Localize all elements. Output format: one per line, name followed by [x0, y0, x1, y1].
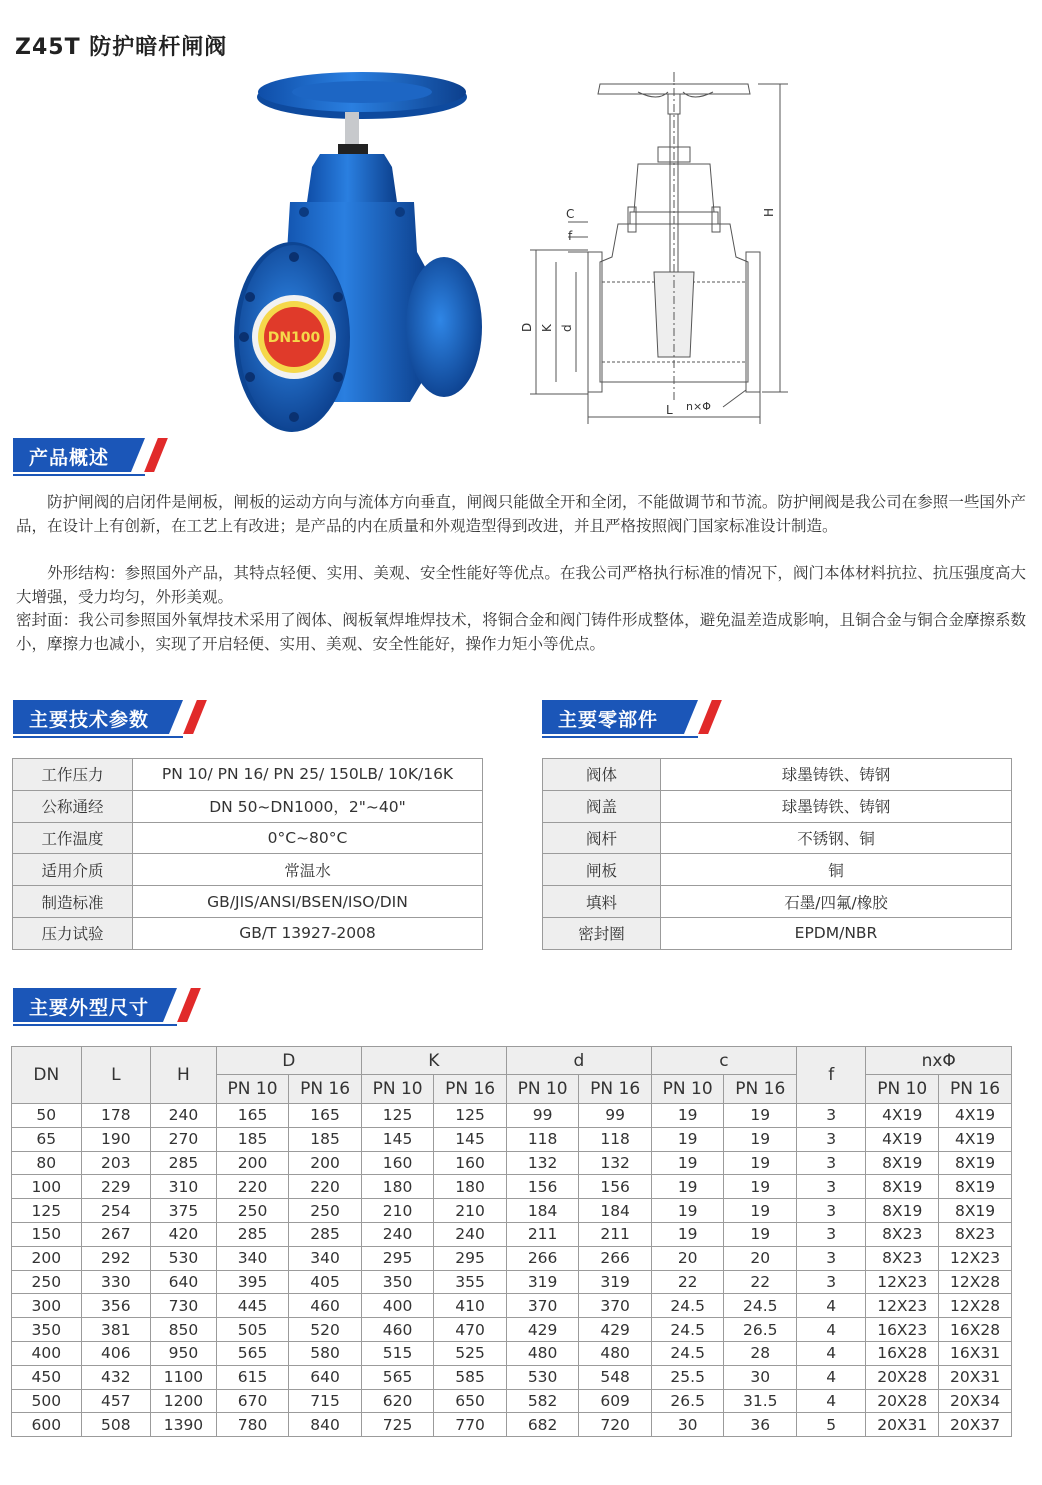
table-cell: 8X19: [866, 1199, 939, 1223]
part-value: 球墨铸铁、铸钢: [661, 759, 1012, 791]
table-cell: 429: [579, 1318, 652, 1342]
section-dims-header: [13, 988, 193, 1024]
plate-text: DN100: [267, 330, 321, 346]
table-cell: 4X19: [866, 1104, 939, 1128]
table-cell: 180: [361, 1175, 434, 1199]
params-table: [12, 758, 483, 950]
table-cell: 530: [506, 1365, 579, 1389]
table-cell: 292: [81, 1246, 151, 1270]
table-row: [12, 1318, 1012, 1342]
col-header-k: K: [361, 1047, 506, 1075]
table-cell: 28: [724, 1341, 797, 1365]
dim-k-label: K: [540, 324, 554, 332]
table-cell: 850: [151, 1318, 217, 1342]
table-cell: 24.5: [651, 1341, 724, 1365]
table-cell: 650: [434, 1389, 507, 1413]
table-cell: 150: [12, 1222, 82, 1246]
part-value: 球墨铸铁、铸钢: [661, 790, 1012, 822]
table-cell: 4: [797, 1389, 866, 1413]
table-row: [12, 1199, 1012, 1223]
table-cell: 30: [651, 1413, 724, 1437]
part-key: 阀盖: [543, 790, 661, 822]
table-cell: 12X23: [866, 1270, 939, 1294]
table-cell: 211: [506, 1222, 579, 1246]
table-cell: 16X31: [939, 1341, 1012, 1365]
table-cell: 525: [434, 1341, 507, 1365]
table-cell: 184: [579, 1199, 652, 1223]
table-cell: 20X31: [866, 1413, 939, 1437]
table-cell: 100: [12, 1175, 82, 1199]
table-cell: 145: [434, 1127, 507, 1151]
table-cell: 19: [651, 1199, 724, 1223]
table-cell: 25.5: [651, 1365, 724, 1389]
table-cell: 8X19: [866, 1151, 939, 1175]
table-cell: 165: [289, 1104, 362, 1128]
col-header-d-small: d: [506, 1047, 651, 1075]
table-cell: 285: [289, 1222, 362, 1246]
table-cell: 457: [81, 1389, 151, 1413]
part-key: 阀杆: [543, 822, 661, 854]
param-key: 制造标准: [13, 886, 133, 918]
table-cell: 22: [651, 1270, 724, 1294]
sub-header: PN 10: [361, 1075, 434, 1104]
table-cell: 156: [579, 1175, 652, 1199]
table-cell: 12X23: [866, 1294, 939, 1318]
table-cell: 19: [651, 1151, 724, 1175]
part-value: 石墨/四氟/橡胶: [661, 886, 1012, 918]
table-cell: 125: [361, 1104, 434, 1128]
section-dims-label: 主要外型尺寸: [29, 997, 150, 1019]
section-overview-label: 产品概述: [29, 447, 110, 469]
table-cell: 4: [797, 1341, 866, 1365]
table-cell: 20X34: [939, 1389, 1012, 1413]
table-cell: 4X19: [866, 1127, 939, 1151]
table-cell: 432: [81, 1365, 151, 1389]
table-cell: 125: [12, 1199, 82, 1223]
param-key: 公称通经: [13, 790, 133, 822]
table-cell: 12X28: [939, 1294, 1012, 1318]
table-cell: 20X31: [939, 1365, 1012, 1389]
table-cell: 210: [361, 1199, 434, 1223]
table-cell: 405: [289, 1270, 362, 1294]
sub-header: PN 16: [939, 1075, 1012, 1104]
table-row: [13, 790, 483, 822]
dim-d-small-label: d: [560, 324, 574, 332]
col-header-nphi: nxΦ: [866, 1047, 1012, 1075]
section-params-label: 主要技术参数: [29, 709, 150, 731]
table-cell: 340: [289, 1246, 362, 1270]
table-cell: 300: [12, 1294, 82, 1318]
table-cell: 19: [724, 1175, 797, 1199]
table-cell: 220: [216, 1175, 289, 1199]
table-cell: 210: [434, 1199, 507, 1223]
table-cell: 240: [434, 1222, 507, 1246]
sub-header: PN 10: [216, 1075, 289, 1104]
table-cell: 3: [797, 1246, 866, 1270]
table-cell: 8X19: [939, 1175, 1012, 1199]
table-cell: 310: [151, 1175, 217, 1199]
table-row: [543, 886, 1012, 918]
table-cell: 20X28: [866, 1365, 939, 1389]
table-cell: 508: [81, 1413, 151, 1437]
table-cell: 381: [81, 1318, 151, 1342]
table-cell: 8X23: [939, 1222, 1012, 1246]
section-params-header: [13, 700, 193, 736]
table-cell: 420: [151, 1222, 217, 1246]
table-cell: 285: [151, 1151, 217, 1175]
table-cell: 520: [289, 1318, 362, 1342]
part-value: 不锈钢、铜: [661, 822, 1012, 854]
section-overview-header: [13, 438, 148, 474]
sub-header: PN 16: [579, 1075, 652, 1104]
table-cell: 5: [797, 1413, 866, 1437]
table-row: [12, 1270, 1012, 1294]
table-cell: 585: [434, 1365, 507, 1389]
table-cell: 580: [289, 1341, 362, 1365]
section-parts-label: 主要零部件: [558, 709, 659, 731]
table-cell: 19: [724, 1222, 797, 1246]
table-cell: 24.5: [651, 1318, 724, 1342]
table-cell: 460: [361, 1318, 434, 1342]
section-parts-header: [542, 700, 722, 736]
table-cell: 395: [216, 1270, 289, 1294]
table-cell: 8X19: [866, 1175, 939, 1199]
table-cell: 4X19: [939, 1127, 1012, 1151]
table-cell: 8X23: [866, 1246, 939, 1270]
table-cell: 4: [797, 1365, 866, 1389]
table-cell: 180: [434, 1175, 507, 1199]
table-cell: 670: [216, 1389, 289, 1413]
table-cell: 250: [216, 1199, 289, 1223]
table-row: [543, 854, 1012, 886]
table-cell: 266: [506, 1246, 579, 1270]
table-cell: 99: [579, 1104, 652, 1128]
part-key: 闸板: [543, 854, 661, 886]
table-cell: 3: [797, 1199, 866, 1223]
param-value: PN 10/ PN 16/ PN 25/ 150LB/ 10K/16K: [133, 759, 483, 791]
table-cell: 370: [579, 1294, 652, 1318]
param-key: 适用介质: [13, 854, 133, 886]
param-value: DN 50~DN1000，2"~40": [133, 790, 483, 822]
table-cell: 682: [506, 1413, 579, 1437]
table-cell: 200: [289, 1151, 362, 1175]
col-header-h: H: [151, 1047, 217, 1104]
table-cell: 132: [579, 1151, 652, 1175]
table-cell: 950: [151, 1341, 217, 1365]
sub-header: PN 16: [434, 1075, 507, 1104]
table-cell: 3: [797, 1222, 866, 1246]
table-cell: 24.5: [724, 1294, 797, 1318]
table-cell: 319: [506, 1270, 579, 1294]
table-cell: 720: [579, 1413, 652, 1437]
table-cell: 229: [81, 1175, 151, 1199]
overview-paragraph-1: 防护闸阀的启闭件是闸板，闸板的运动方向与流体方向垂直，闸阀只能做全开和全闭，不能做调节和节流。防护闸阀是我公司在参照一些国外产品，在设计上有创新，在工艺上有改进；是产品的内在质量和外观造型得到改进，并且严格按照阀门国家标准设计制造。: [16, 493, 1026, 535]
param-value: 0°C~80°C: [133, 822, 483, 854]
table-row: [12, 1222, 1012, 1246]
table-cell: 203: [81, 1151, 151, 1175]
col-header-l: L: [81, 1047, 151, 1104]
table-cell: 19: [651, 1127, 724, 1151]
table-cell: 185: [216, 1127, 289, 1151]
table-cell: 190: [81, 1127, 151, 1151]
table-cell: 250: [12, 1270, 82, 1294]
table-cell: 1390: [151, 1413, 217, 1437]
table-cell: 65: [12, 1127, 82, 1151]
table-cell: 99: [506, 1104, 579, 1128]
table-cell: 450: [12, 1365, 82, 1389]
part-key: 阀体: [543, 759, 661, 791]
parts-table: [542, 758, 1012, 950]
sub-header: PN 16: [289, 1075, 362, 1104]
table-cell: 132: [506, 1151, 579, 1175]
table-cell: 3: [797, 1175, 866, 1199]
part-key: 密封圈: [543, 917, 661, 949]
table-row: [12, 1104, 1012, 1128]
table-cell: 285: [216, 1222, 289, 1246]
table-cell: 515: [361, 1341, 434, 1365]
table-cell: 26.5: [651, 1389, 724, 1413]
table-cell: 31.5: [724, 1389, 797, 1413]
dim-l-label: L: [666, 403, 673, 417]
part-value: EPDM/NBR: [661, 917, 1012, 949]
table-cell: 4: [797, 1318, 866, 1342]
table-cell: 725: [361, 1413, 434, 1437]
col-header-f: f: [797, 1047, 866, 1104]
dim-h-label: H: [762, 207, 776, 217]
table-cell: 30: [724, 1365, 797, 1389]
table-cell: 460: [289, 1294, 362, 1318]
table-cell: 178: [81, 1104, 151, 1128]
table-cell: 19: [724, 1127, 797, 1151]
table-cell: 770: [434, 1413, 507, 1437]
table-cell: 160: [361, 1151, 434, 1175]
table-cell: 429: [506, 1318, 579, 1342]
table-cell: 19: [651, 1222, 724, 1246]
table-cell: 270: [151, 1127, 217, 1151]
table-cell: 240: [151, 1104, 217, 1128]
table-row: [12, 1175, 1012, 1199]
param-key: 工作温度: [13, 822, 133, 854]
table-cell: 8X19: [939, 1151, 1012, 1175]
table-cell: 715: [289, 1389, 362, 1413]
table-cell: 840: [289, 1413, 362, 1437]
table-cell: 340: [216, 1246, 289, 1270]
table-cell: 8X19: [939, 1199, 1012, 1223]
sub-header: PN 10: [651, 1075, 724, 1104]
dimensions-body: [12, 1104, 1012, 1437]
dim-nphi-label: n×Φ: [686, 400, 711, 413]
table-cell: 19: [724, 1104, 797, 1128]
param-value: GB/JIS/ANSI/BSEN/ISO/DIN: [133, 886, 483, 918]
overview-paragraph-2: 外形结构：参照国外产品，其特点轻便、实用、美观、安全性能好等优点。在我公司严格执行标准的情况下，阀门本体材料抗拉、抗压强度高大大增强，受力均匀，外形美观。: [16, 564, 1026, 606]
table-row: [12, 1413, 1012, 1437]
table-row: [13, 886, 483, 918]
table-cell: 16X28: [866, 1341, 939, 1365]
table-row: [12, 1246, 1012, 1270]
table-row: [543, 759, 1012, 791]
table-cell: 12X23: [939, 1246, 1012, 1270]
table-cell: 36: [724, 1413, 797, 1437]
table-cell: 160: [434, 1151, 507, 1175]
table-cell: 185: [289, 1127, 362, 1151]
table-cell: 19: [724, 1151, 797, 1175]
table-header-row: [12, 1047, 1012, 1075]
param-value: 常温水: [133, 854, 483, 886]
table-cell: 1100: [151, 1365, 217, 1389]
table-cell: 165: [216, 1104, 289, 1128]
table-row: [13, 917, 483, 949]
dim-c-label: C: [566, 207, 575, 221]
table-cell: 20X37: [939, 1413, 1012, 1437]
table-cell: 3: [797, 1127, 866, 1151]
table-row: [12, 1341, 1012, 1365]
table-cell: 118: [579, 1127, 652, 1151]
table-cell: 445: [216, 1294, 289, 1318]
table-cell: 4X19: [939, 1104, 1012, 1128]
table-cell: 20X28: [866, 1389, 939, 1413]
sub-header: PN 10: [506, 1075, 579, 1104]
table-cell: 400: [361, 1294, 434, 1318]
table-cell: 615: [216, 1365, 289, 1389]
table-cell: 480: [506, 1341, 579, 1365]
table-row: [543, 790, 1012, 822]
table-cell: 295: [361, 1246, 434, 1270]
table-cell: 145: [361, 1127, 434, 1151]
page-title: Z45T 防护暗杆闸阀: [15, 35, 228, 60]
table-cell: 240: [361, 1222, 434, 1246]
dim-f-label: f: [568, 229, 573, 243]
table-cell: 200: [12, 1246, 82, 1270]
table-cell: 20: [724, 1246, 797, 1270]
table-cell: 16X23: [866, 1318, 939, 1342]
dim-d-big-label: D: [520, 322, 534, 332]
table-cell: 375: [151, 1199, 217, 1223]
sub-header: PN 16: [724, 1075, 797, 1104]
table-cell: 410: [434, 1294, 507, 1318]
table-cell: 16X28: [939, 1318, 1012, 1342]
col-header-d: D: [216, 1047, 361, 1075]
table-cell: 200: [216, 1151, 289, 1175]
table-cell: 266: [579, 1246, 652, 1270]
table-row: [12, 1151, 1012, 1175]
table-cell: 125: [434, 1104, 507, 1128]
table-cell: 19: [651, 1175, 724, 1199]
table-cell: 19: [724, 1199, 797, 1223]
table-cell: 500: [12, 1389, 82, 1413]
param-key: 工作压力: [13, 759, 133, 791]
table-cell: 156: [506, 1175, 579, 1199]
table-cell: 548: [579, 1365, 652, 1389]
param-key: 压力试验: [13, 917, 133, 949]
table-cell: 609: [579, 1389, 652, 1413]
table-row: [13, 854, 483, 886]
table-cell: 3: [797, 1151, 866, 1175]
table-cell: 211: [579, 1222, 652, 1246]
table-cell: 250: [289, 1199, 362, 1223]
table-cell: 254: [81, 1199, 151, 1223]
table-cell: 22: [724, 1270, 797, 1294]
table-cell: 118: [506, 1127, 579, 1151]
table-cell: 184: [506, 1199, 579, 1223]
table-cell: 220: [289, 1175, 362, 1199]
table-cell: 730: [151, 1294, 217, 1318]
table-cell: 480: [579, 1341, 652, 1365]
table-cell: 600: [12, 1413, 82, 1437]
table-cell: 470: [434, 1318, 507, 1342]
table-cell: 356: [81, 1294, 151, 1318]
table-cell: 565: [216, 1341, 289, 1365]
table-cell: 26.5: [724, 1318, 797, 1342]
table-cell: 50: [12, 1104, 82, 1128]
table-cell: 400: [12, 1341, 82, 1365]
table-cell: 582: [506, 1389, 579, 1413]
table-cell: 295: [434, 1246, 507, 1270]
table-row: [12, 1389, 1012, 1413]
table-cell: 3: [797, 1270, 866, 1294]
table-cell: 620: [361, 1389, 434, 1413]
dimensions-table: [11, 1046, 1012, 1437]
part-value: 铜: [661, 854, 1012, 886]
table-cell: 350: [12, 1318, 82, 1342]
col-header-dn: DN: [12, 1047, 82, 1104]
table-cell: 530: [151, 1246, 217, 1270]
sub-header: PN 10: [866, 1075, 939, 1104]
table-row: [12, 1365, 1012, 1389]
table-cell: 640: [151, 1270, 217, 1294]
table-cell: 370: [506, 1294, 579, 1318]
technical-drawing: [518, 72, 808, 437]
table-cell: 780: [216, 1413, 289, 1437]
table-row: [543, 917, 1012, 949]
table-cell: 267: [81, 1222, 151, 1246]
table-row: [12, 1294, 1012, 1318]
table-row: [543, 822, 1012, 854]
table-cell: 1200: [151, 1389, 217, 1413]
table-row: [13, 759, 483, 791]
table-cell: 20: [651, 1246, 724, 1270]
table-cell: 406: [81, 1341, 151, 1365]
table-cell: 505: [216, 1318, 289, 1342]
table-cell: 12X28: [939, 1270, 1012, 1294]
table-cell: 8X23: [866, 1222, 939, 1246]
table-cell: 350: [361, 1270, 434, 1294]
overview-paragraph-3: 密封面：我公司参照国外氧焊技术采用了阀体、阀板氧焊堆焊技术，将铜合金和阀门铸件形成整体，避免温差造成影响，且铜合金与铜合金摩擦系数小，摩擦力也减小，实现了开启轻便、实用、美观、安全性能好，操作力矩小等优点。: [16, 611, 1026, 653]
col-header-c: c: [651, 1047, 796, 1075]
table-cell: 24.5: [651, 1294, 724, 1318]
table-row: [12, 1127, 1012, 1151]
table-cell: 565: [361, 1365, 434, 1389]
part-key: 填料: [543, 886, 661, 918]
valve-photo: [232, 72, 492, 442]
table-cell: 640: [289, 1365, 362, 1389]
table-cell: 3: [797, 1104, 866, 1128]
table-cell: 19: [651, 1104, 724, 1128]
table-cell: 4: [797, 1294, 866, 1318]
table-cell: 355: [434, 1270, 507, 1294]
param-value: GB/T 13927-2008: [133, 917, 483, 949]
table-row: [13, 822, 483, 854]
table-cell: 319: [579, 1270, 652, 1294]
table-cell: 330: [81, 1270, 151, 1294]
table-cell: 80: [12, 1151, 82, 1175]
